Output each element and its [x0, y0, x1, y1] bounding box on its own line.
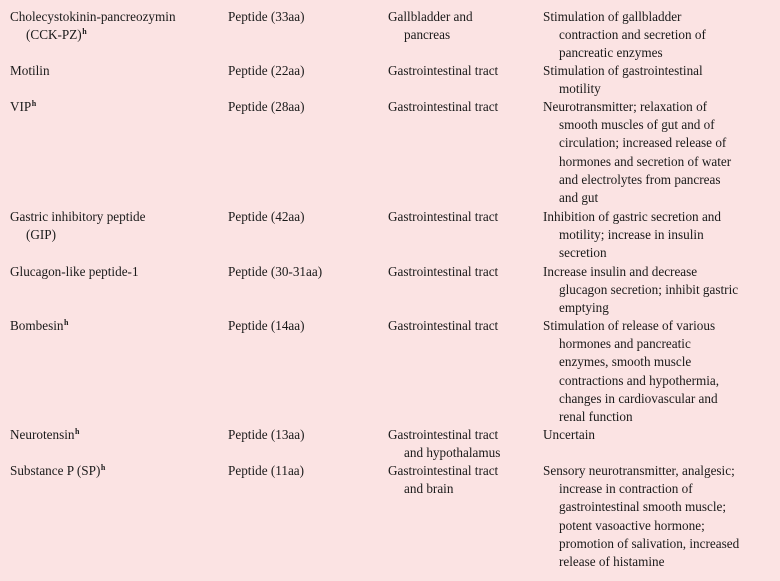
chemical-nature — [228, 263, 383, 281]
text-line: release of histamine — [559, 554, 665, 570]
hormone-name — [10, 8, 220, 44]
chemical-nature — [228, 8, 383, 26]
text-line: Cholecystokinin-pancreozymin — [10, 9, 176, 24]
chemical-nature — [228, 317, 383, 335]
text-line: glucagon secretion; inhibit gastric — [559, 282, 739, 298]
text-line: Gastric inhibitory peptide — [10, 209, 146, 224]
footnote-mark: h — [31, 99, 37, 108]
footnote-mark: h — [63, 318, 69, 327]
text-line: hormones and secretion of water — [559, 153, 732, 169]
text-line: smooth muscles of gut and of — [559, 117, 715, 133]
text-line: Gastrointestinal tract — [388, 209, 499, 224]
text-line: Peptide (33aa) — [228, 9, 305, 24]
text-line: and electrolytes from pancreas — [559, 171, 721, 187]
hormone-name — [10, 462, 220, 480]
text-line: Peptide (30-31aa) — [228, 264, 323, 279]
text-line: changes in cardiovascular and — [559, 390, 718, 406]
chemical-nature — [228, 98, 383, 116]
text-line: Gastrointestinal tract — [388, 427, 499, 442]
chemical-nature — [228, 62, 383, 80]
text-line: Glucagon-like peptide-1 — [10, 264, 139, 279]
hormone-name — [10, 208, 220, 244]
text-line: renal function — [559, 409, 633, 425]
function — [543, 208, 779, 263]
hormone-name — [10, 426, 220, 444]
text-line: Peptide (28aa) — [228, 99, 305, 114]
footnote-mark: h — [74, 427, 80, 436]
text-line: Peptide (22aa) — [228, 63, 305, 78]
function — [543, 98, 779, 207]
text-line: Uncertain — [543, 427, 595, 442]
text-line: pancreatic enzymes — [559, 45, 663, 61]
hormone-name — [10, 263, 220, 281]
source — [388, 426, 538, 462]
text-line: Gastrointestinal tract — [388, 318, 499, 333]
source — [388, 62, 538, 80]
text-line: $(CCK-PZ)^h$ — [26, 27, 87, 43]
text-line: secretion — [559, 245, 607, 261]
text-line: Motilin — [10, 63, 50, 78]
text-line: emptying — [559, 300, 609, 316]
text-line: gastrointestinal smooth muscle; — [559, 499, 727, 515]
text-line: Gastrointestinal tract — [388, 463, 499, 478]
hormone-name — [10, 98, 220, 116]
source — [388, 98, 538, 116]
text-line: circulation; increased release of — [559, 135, 727, 151]
text-line: Gallbladder and — [388, 9, 473, 24]
text-line: and hypothalamus — [404, 445, 501, 461]
text-line: potent vasoactive hormone; — [559, 517, 705, 533]
text-line: Stimulation of release of various — [543, 318, 716, 333]
text-line: Inhibition of gastric secretion and — [543, 209, 721, 224]
text-line: Peptide (42aa) — [228, 209, 305, 224]
text-line: Gastrointestinal tract — [388, 99, 499, 114]
text-line: increase in contraction of — [559, 481, 693, 497]
function — [543, 462, 779, 571]
text-line: enzymes, smooth muscle — [559, 354, 692, 370]
source — [388, 462, 538, 498]
source — [388, 317, 538, 335]
footnote-mark: h — [82, 27, 87, 37]
text-line: Peptide (11aa) — [228, 463, 305, 478]
text-line: hormones and pancreatic — [559, 336, 691, 352]
function — [543, 263, 779, 318]
function — [543, 426, 779, 444]
text-line: Gastrointestinal tract — [388, 264, 499, 279]
footnote-mark: h — [100, 463, 106, 472]
text-line: Bombesin$^h$ — [10, 318, 69, 333]
text-line: VIP$^h$ — [10, 99, 37, 114]
text-line: and gut — [559, 190, 599, 206]
text-line: Stimulation of gallbladder — [543, 9, 682, 24]
text-line: Sensory neurotransmitter, analgesic; — [543, 463, 735, 478]
text-line: Stimulation of gastrointestinal — [543, 63, 703, 78]
text-line: Gastrointestinal tract — [388, 63, 499, 78]
text-line: Neurotransmitter; relaxation of — [543, 99, 708, 114]
text-line: contraction and secretion of — [559, 27, 706, 43]
text-line: Substance P (SP)$^h$ — [10, 463, 106, 478]
text-line: motility — [559, 81, 601, 97]
text-line: contractions and hypothermia, — [559, 372, 720, 388]
chemical-nature — [228, 462, 383, 480]
hormone-name — [10, 62, 220, 80]
text-line: Peptide (14aa) — [228, 318, 305, 333]
text-line: motility; increase in insulin — [559, 227, 704, 243]
chemical-nature — [228, 426, 383, 444]
text-line: Peptide (13aa) — [228, 427, 305, 442]
source — [388, 8, 538, 44]
function — [543, 317, 779, 426]
source — [388, 208, 538, 226]
text-line: Increase insulin and decrease — [543, 264, 698, 279]
text-line: and brain — [404, 481, 454, 497]
text-line: Neurotensin$^h$ — [10, 427, 80, 442]
text-line: pancreas — [404, 27, 451, 43]
function — [543, 62, 779, 98]
hormone-name — [10, 317, 220, 335]
text-line: promotion of salivation, increased — [559, 535, 740, 551]
function — [543, 8, 779, 63]
chemical-nature — [228, 208, 383, 226]
text-line: (GIP) — [26, 227, 57, 243]
source — [388, 263, 538, 281]
